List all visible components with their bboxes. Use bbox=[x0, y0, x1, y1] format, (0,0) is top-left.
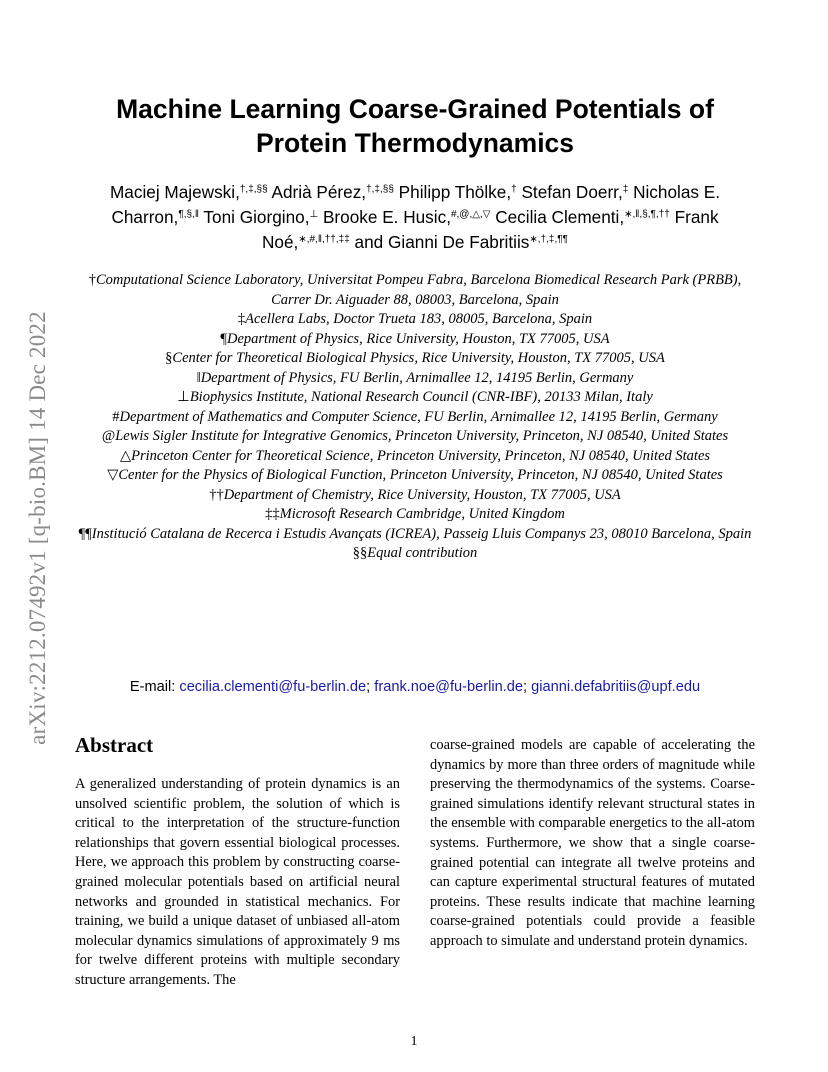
email-separator: ; bbox=[366, 679, 371, 695]
abstract-left-column: A generalized understanding of protein dynamics is an unsolved scientific problem, the solution of which is critical to the interpretation of the structure-function relationships that govern essential biological processes. Here, we approach this problem by constructing coarse-grained molecular potentials based on artificial neural networks and grounded in statistical mechanics. For training, we build a unique dataset of unbiased all-atom molecular dynamics simulations of approximately 9 ms for twelve different proteins with multiple secondary structure arrangements. The bbox=[75, 776, 400, 988]
affiliation bbox=[70, 310, 760, 330]
affiliation-symbol: ‡ bbox=[237, 311, 246, 327]
email-link-defabritiis[interactable]: gianni.defabritiis@upf.edu bbox=[531, 679, 701, 695]
author-name: Maciej Majewski, bbox=[109, 182, 240, 202]
affiliation-symbol: †† bbox=[209, 486, 224, 503]
author-name: Brooke E. Husic, bbox=[322, 207, 451, 227]
affiliation-symbol: ‖ bbox=[196, 369, 201, 386]
affiliation-text: Department of Chemistry, Rice University, Houston, TX 77005, USA bbox=[223, 486, 621, 503]
author-conjunction: and bbox=[354, 232, 384, 252]
affiliation-text: Department of Physics, Rice University, Houston, TX 77005, USA bbox=[226, 330, 610, 347]
affiliation-symbol: § bbox=[165, 350, 173, 366]
author-list bbox=[80, 180, 750, 255]
author-affil-marks: ∗,†,‡,¶¶ bbox=[529, 234, 568, 245]
affiliation-text: Center for Theoretical Biological Physics, Rice University, Houston, TX 77005, USA bbox=[172, 350, 665, 366]
affiliation-symbol: ‡‡ bbox=[265, 506, 280, 522]
affiliation-symbol: ¶¶ bbox=[78, 525, 92, 542]
author-name: Stefan Doerr, bbox=[521, 182, 623, 202]
author-affil-marks: ∗,‖,§,¶,†† bbox=[624, 209, 670, 220]
author-affil-marks: †,‡,§§ bbox=[239, 184, 268, 195]
affiliation-symbol: ¶ bbox=[220, 330, 227, 347]
affiliation-list bbox=[70, 271, 760, 564]
contact-email-line bbox=[70, 677, 760, 697]
affiliation-text: Department of Physics, FU Berlin, Arnimallee 12, 14195 Berlin, Germany bbox=[200, 369, 634, 386]
author-name: Philipp Thölke, bbox=[398, 182, 512, 202]
author-name: Frank Noé, bbox=[262, 207, 719, 252]
author-name: Adrià Pérez, bbox=[271, 182, 367, 202]
affiliation-text: Equal contribution bbox=[367, 545, 478, 561]
affiliation-symbol: §§ bbox=[352, 545, 368, 561]
author-affil-marks: ∗,#,‖,††,‡‡ bbox=[298, 234, 350, 245]
author-name: Nicholas E. Charron, bbox=[111, 182, 721, 227]
email-separator: ; bbox=[522, 679, 528, 695]
affiliation-text: Biophysics Institute, National Research Council (CNR-IBF), 20133 Milan, Italy bbox=[189, 389, 653, 405]
affiliation bbox=[70, 388, 760, 408]
affiliation bbox=[70, 525, 760, 545]
affiliation-text: Acellera Labs, Doctor Trueta 183, 08005, Barcelona, Spain bbox=[245, 311, 593, 327]
affiliation bbox=[70, 466, 760, 486]
arxiv-identifier: arXiv:2212.07492v1 [q-bio.BM] 14 Dec 2022 bbox=[25, 311, 50, 745]
arxiv-sidebar-stamp bbox=[6, 262, 70, 794]
affiliation-symbol: ▽ bbox=[107, 467, 119, 483]
affiliation-symbol: † bbox=[88, 272, 96, 288]
affiliation bbox=[70, 505, 760, 525]
email-label: E-mail: bbox=[129, 679, 176, 695]
affiliation-symbol: # bbox=[112, 408, 120, 425]
author-name: Toni Giorgino, bbox=[203, 207, 310, 227]
page-number: 1 bbox=[410, 1034, 418, 1049]
affiliation bbox=[70, 330, 760, 350]
affiliation bbox=[70, 486, 760, 506]
affiliation-symbol: △ bbox=[119, 447, 132, 464]
abstract-right-column: coarse-grained models are capable of accelerating the dynamics by more than three orders of magnitude while preserving the thermodynamics of the systems. Coarse-grained simulations identify relevant structural states in the ensemble with comparable energetics to the all-atom systems. Furthermore, we show that a single coarse-grained potential can integrate all twelve proteins and can capture experimental structural features of mutated proteins. These results indicate that machine learning coarse-grained potentials could provide a feasible approach to simulate and understand protein dynamics. bbox=[430, 737, 755, 949]
title-line-2: Protein Thermodynamics bbox=[255, 128, 575, 158]
affiliation bbox=[70, 349, 760, 369]
affiliation bbox=[70, 427, 760, 447]
affiliation bbox=[70, 271, 760, 310]
affiliation-text: Department of Mathematics and Computer Science, FU Berlin, Arnimallee 12, 14195 Berlin, Germany bbox=[119, 408, 718, 425]
affiliation-symbol: ⊥ bbox=[177, 389, 190, 405]
title-line-1: Machine Learning Coarse-Grained Potentials of bbox=[116, 94, 714, 124]
paper-title bbox=[70, 92, 760, 160]
affiliation bbox=[70, 408, 760, 428]
affiliation-text: Princeton Center for Theoretical Science, Princeton University, Princeton, NJ 08540, United States bbox=[131, 447, 711, 464]
affiliation-text: Center for the Physics of Biological Function, Princeton University, Princeton, NJ 08540, United States bbox=[118, 467, 723, 483]
affiliation bbox=[70, 369, 760, 389]
author-affil-marks: ⊥ bbox=[309, 209, 319, 220]
affiliation-text: Lewis Sigler Institute for Integrative Genomics, Princeton University, Princeton, NJ 08540, United States bbox=[115, 428, 729, 444]
email-link-noe[interactable]: frank.noe@fu-berlin.de bbox=[374, 679, 523, 695]
affiliation-text: Microsoft Research Cambridge, United Kingdom bbox=[279, 506, 565, 522]
affiliation bbox=[70, 447, 760, 467]
author-affil-marks: † bbox=[511, 184, 517, 195]
email-link-clementi[interactable]: cecilia.clementi@fu-berlin.de bbox=[179, 679, 367, 695]
author-affil-marks: ‡ bbox=[622, 184, 629, 195]
author-affil-marks: ¶,§,‖ bbox=[178, 209, 199, 220]
affiliation-symbol: @ bbox=[101, 428, 116, 444]
affiliation bbox=[70, 544, 760, 564]
abstract-heading: Abstract bbox=[75, 733, 154, 757]
author-name: Cecilia Clementi, bbox=[495, 207, 625, 227]
author-name: Gianni De Fabritiis bbox=[388, 232, 530, 252]
author-affil-marks: †,‡,§§ bbox=[366, 184, 394, 195]
affiliation-text: Institució Catalana de Recerca i Estudis Avançats (ICREA), Passeig Lluis Companys 23, 08010 Barcelona, Spain bbox=[91, 525, 752, 542]
author-affil-marks: #,@,△,▽ bbox=[450, 209, 491, 220]
affiliation-text: Computational Science Laboratory, Universitat Pompeu Fabra, Barcelona Biomedical Research Park (PRBB), Carrer Dr. Aiguader 88, 08003, Barcelona, Spain bbox=[95, 272, 742, 308]
